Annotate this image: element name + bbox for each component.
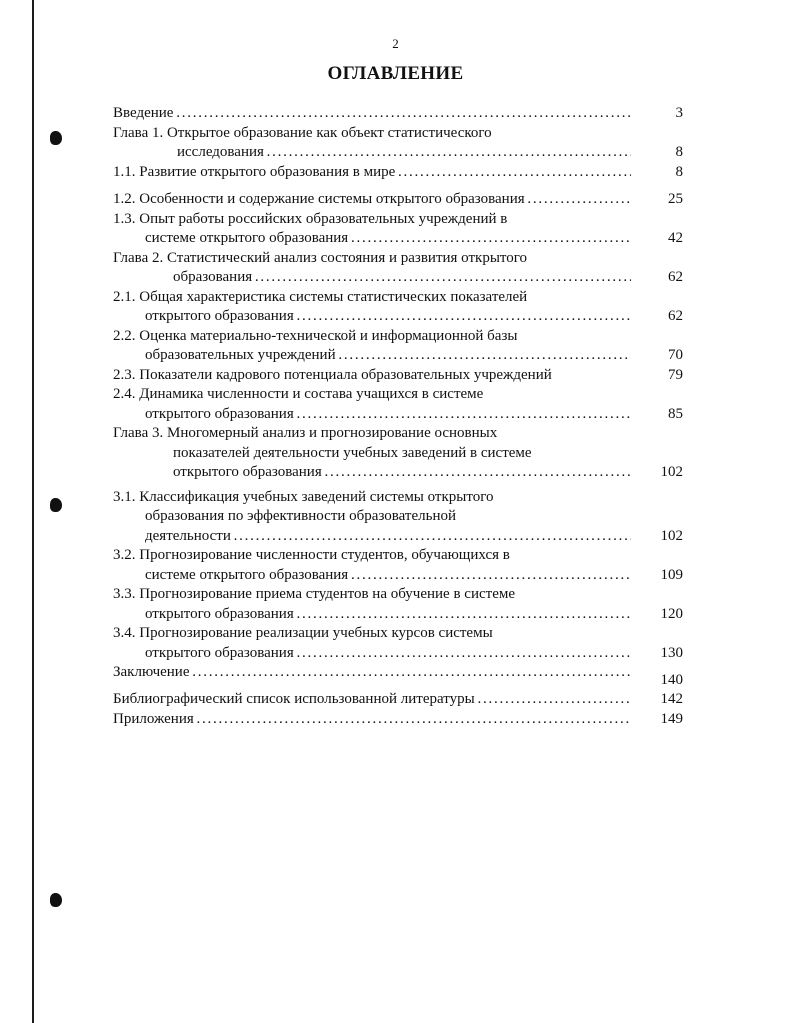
toc-line: системе открытого образования . . . — [113, 229, 631, 249]
toc-line: открытого образования . . . — [113, 463, 631, 483]
toc-page-number: 130 — [660, 644, 683, 661]
toc-line: открытого образования . . . — [113, 644, 631, 664]
toc-page-number: 70 — [668, 347, 683, 363]
toc-page-number: 102 — [660, 464, 683, 480]
toc-page-number: 62 — [668, 308, 683, 324]
toc-page-number: 85 — [668, 405, 683, 422]
toc-line: образования по эффективности образовательной — [145, 508, 457, 524]
toc-line: деятельности . . . — [113, 527, 631, 547]
toc-entry-chapter-3 — [113, 424, 683, 483]
toc-line: открытого образования . . . — [113, 307, 631, 327]
toc-page-number: 102 — [660, 527, 683, 544]
toc-entry-chapter-2 — [113, 249, 683, 288]
punch-hole-mark — [50, 498, 62, 512]
toc-entry-section-3-2 — [113, 546, 683, 585]
toc-entry-bibliography — [113, 690, 683, 710]
toc-page-number: 8 — [675, 163, 683, 180]
toc-entry-section-3-3 — [113, 585, 683, 624]
toc-line: Введение . . . — [113, 104, 631, 124]
toc-entry-section-1-3 — [113, 210, 683, 249]
toc-line: Библиографический список использованной литературы . . . — [113, 690, 631, 710]
toc-page-number: 3 — [675, 105, 683, 121]
toc-page-number: 120 — [660, 605, 683, 622]
toc-page-number: 149 — [660, 710, 683, 727]
toc-line: 1.3. Опыт работы российских образовательных учреждений в — [113, 210, 508, 227]
toc-entry-chapter-1 — [113, 124, 683, 163]
toc-line: системе открытого образования . . . — [113, 566, 631, 586]
punch-hole-mark — [50, 131, 62, 145]
toc-entry-section-2-3 — [113, 366, 683, 386]
toc-entry-section-1-1 — [113, 163, 683, 183]
toc-line: образования . . . — [113, 268, 631, 288]
toc-line: Глава 3. Многомерный анализ и прогнозирование основных — [113, 425, 498, 441]
binding-edge — [32, 0, 34, 1023]
toc-line: показателей деятельности учебных заведений в системе — [173, 444, 532, 461]
toc-entry-section-2-4 — [113, 385, 683, 424]
toc-line: 3.3. Прогнозирование приема студентов на обучение в системе — [113, 586, 516, 602]
toc-line: открытого образования . . . — [113, 405, 631, 425]
toc-line: 2.4. Динамика численности и состава учащихся в системе — [113, 386, 484, 402]
toc-line: открытого образования . . . — [113, 605, 631, 625]
toc-entry-section-3-4 — [113, 624, 683, 663]
toc-line: 2.3. Показатели кадрового потенциала образовательных учреждений — [113, 366, 552, 383]
toc-entry-section-3-1 — [113, 488, 683, 547]
toc-page-number: 142 — [660, 691, 683, 707]
toc-line: 3.1. Классификация учебных заведений системы открытого — [113, 488, 494, 505]
toc-page-number: 62 — [668, 269, 683, 285]
toc-entry-appendices — [113, 710, 683, 730]
toc-line: 3.2. Прогнозирование численности студентов, обучающихся в — [113, 547, 510, 563]
toc-entry-section-2-2 — [113, 327, 683, 366]
toc-page-number: 8 — [675, 144, 683, 160]
toc-line: 2.2. Оценка материально-технической и информационной базы — [113, 327, 518, 344]
toc-entry-section-2-1 — [113, 288, 683, 327]
toc-line: 1.2. Особенности и содержание системы открытого образования . . . — [113, 190, 631, 210]
page-number: 2 — [392, 36, 399, 51]
toc-line: 2.1. Общая характеристика системы статистических показателей — [113, 288, 528, 305]
toc-page-number: 25 — [668, 191, 683, 207]
toc-page-number: 140 — [660, 671, 683, 688]
toc-page-number: 42 — [668, 230, 683, 246]
toc-line: Заключение . . . — [113, 663, 631, 683]
toc-line: Глава 1. Открытое образование как объект статистического — [113, 124, 492, 141]
punch-hole-mark — [50, 893, 62, 907]
toc-page-number: 109 — [660, 566, 683, 583]
toc-line: Приложения . . . — [113, 710, 631, 730]
toc-line: Глава 2. Статистический анализ состояния и развития открытого — [113, 249, 528, 266]
toc-entry-conclusion — [113, 663, 683, 690]
toc-line: образовательных учреждений . . . — [113, 346, 631, 366]
page-title: ОГЛАВЛЕНИЕ — [327, 63, 464, 84]
toc-line: исследования . . . — [113, 143, 631, 163]
toc-line: 3.4. Прогнозирование реализации учебных курсов системы — [113, 625, 493, 641]
table-of-contents — [113, 104, 683, 729]
toc-line: 1.1. Развитие открытого образования в мире . . . — [113, 163, 631, 183]
toc-entry-section-1-2 — [113, 190, 683, 210]
toc-page-number: 79 — [668, 366, 683, 383]
toc-entry-introduction — [113, 104, 683, 124]
